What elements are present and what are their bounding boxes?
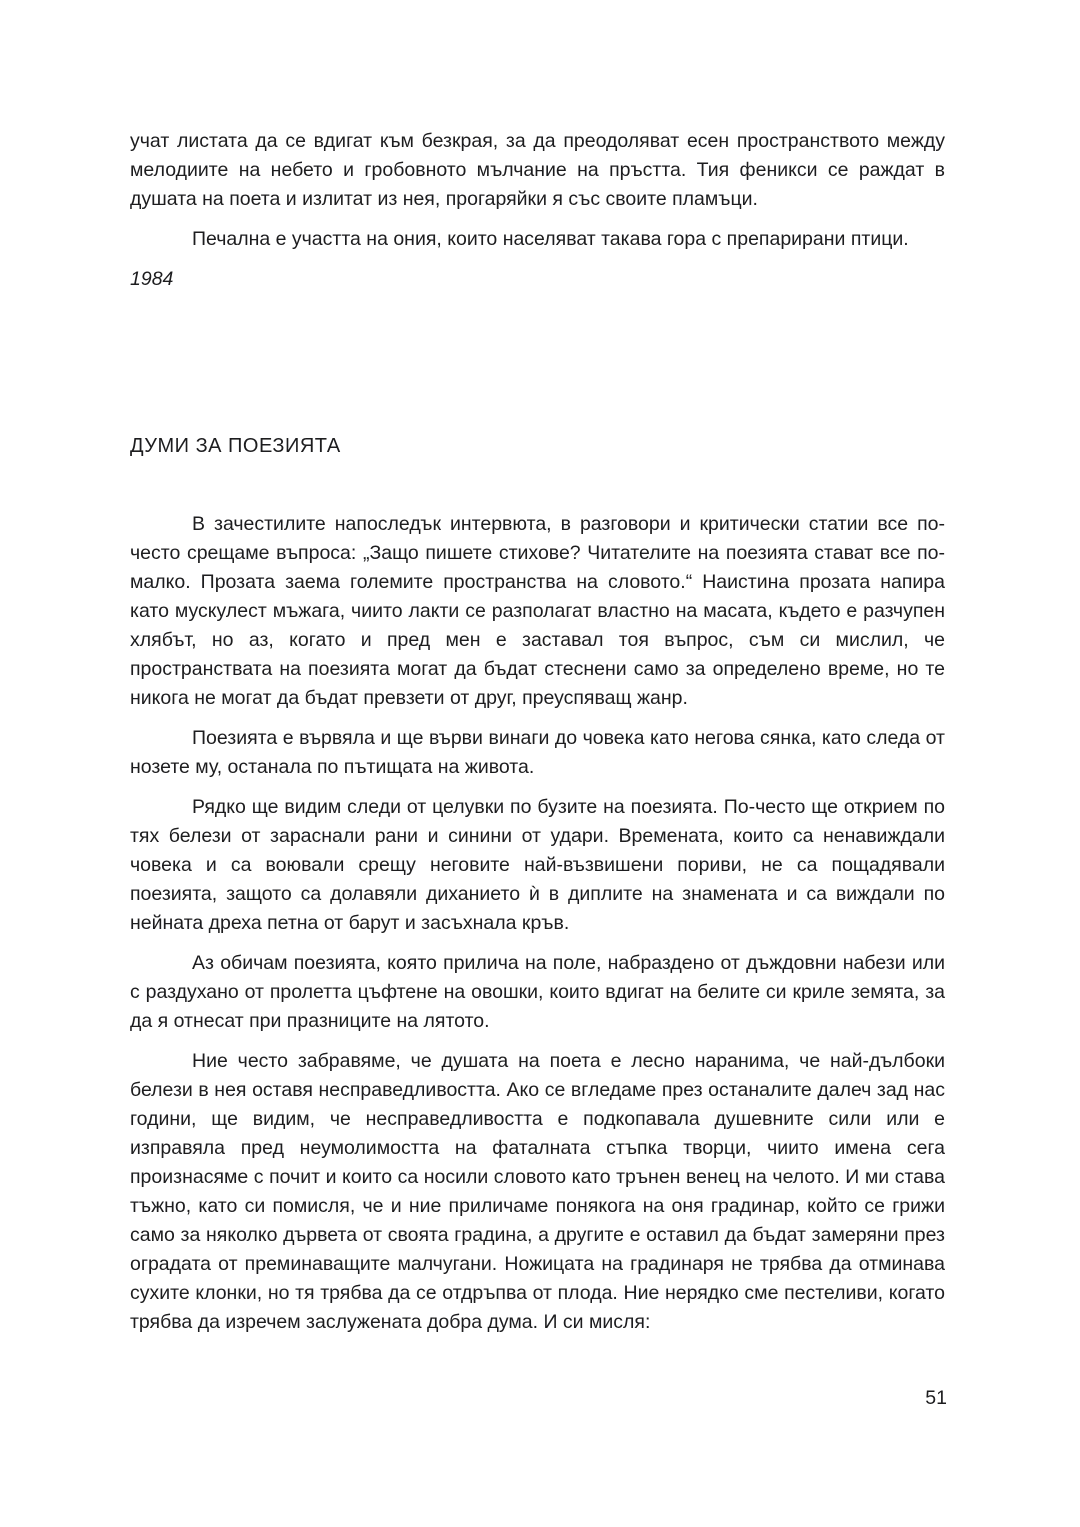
essay-paragraph-4: Аз обичам поезията, която прилича на поле, набраздено от дъждовни набези или с раздухано от пролетта цъфтене на овошки, които вдигат на белите си криле земята, за да я отнесат при празниците на лятото.: [130, 952, 945, 1032]
paragraph-sad-fate: Печална е участта на ония, които населяват такава гора с препарирани птици.: [192, 228, 909, 250]
essay-paragraph-2: Поезията е вървяла и ще върви винаги до човека като негова сянка, като следа от нозете му, останала по пътищата на живота.: [130, 727, 945, 778]
essay-paragraph-5: Ние често забравяме, че душата на поета е лесно наранима, че най-дълбоки белези в нея оставя несправедливостта. Ако се вгледаме през останалите далеч зад нас години, ще видим, че несправедливостта е подкопавала душевните сили или е изправяла пред неумолимостта на фаталната стъпка творци, чиито имена сега произнасяме с почит и които са носили словото като трънен венец на челото. И ми става тъжно, като си помисля, че и ние приличаме понякога на оня градинар, който се грижи само за няколко дървета от своята градина, а другите е оставил да бъдат замеряни през оградата от преминаващите малчугани. Ножицата на градинаря не трябва да отминава сухите клонки, но тя трябва да се отдръпва от плода. Ние нерядко сме пестеливи, когато трябва да изречем заслужената добра дума. И си мисля:: [130, 1050, 945, 1333]
essay-title: ДУМИ ЗА ПОЕЗИЯТА: [130, 435, 341, 457]
essay-paragraph-1: В зачестилите напоследък интервюта, в разговори и критически статии все по-често срещаме въпроса: „Защо пишете стихове? Читателите на поезията стават все по-малко. Прозата заема големите пространства на словото.“ Наистина прозата напира като мускулест мъжага, чиито лакти се разполагат властно на масата, където е разчупен хлябът, но аз, когато и пред мен е заставал тоя въпрос, съм си мислил, че пространствата на поезията могат да бъдат стеснени само за определено време, но те никога не могат да бъдат превзети от друг, преуспяващ жанр.: [130, 513, 945, 709]
year-label: 1984: [130, 268, 174, 290]
page-number: 51: [925, 1387, 947, 1409]
essay-paragraph-3: Рядко ще видим следи от целувки по бузите на поезията. По-често ще открием по тях белези от зараснали рани и синини от удари. Времената, които са ненавиждали човека и са воювали срещу неговите най-възвишени пориви, не са пощадявали поезията, защото са долавяли диханието ѝ в диплите на знамената и са виждали по нейната дреха петна от барут и засъхнала кръв.: [130, 796, 945, 934]
paragraph-continuation: учат листата да се вдигат към безкрая, за да преодоляват есен пространството между мелодиите на небето и гробовното мълчание на пръстта. Тия феникси се раждат в душата на поета и излитат из нея, прогаряйки я със своите пламъци.: [130, 130, 945, 210]
